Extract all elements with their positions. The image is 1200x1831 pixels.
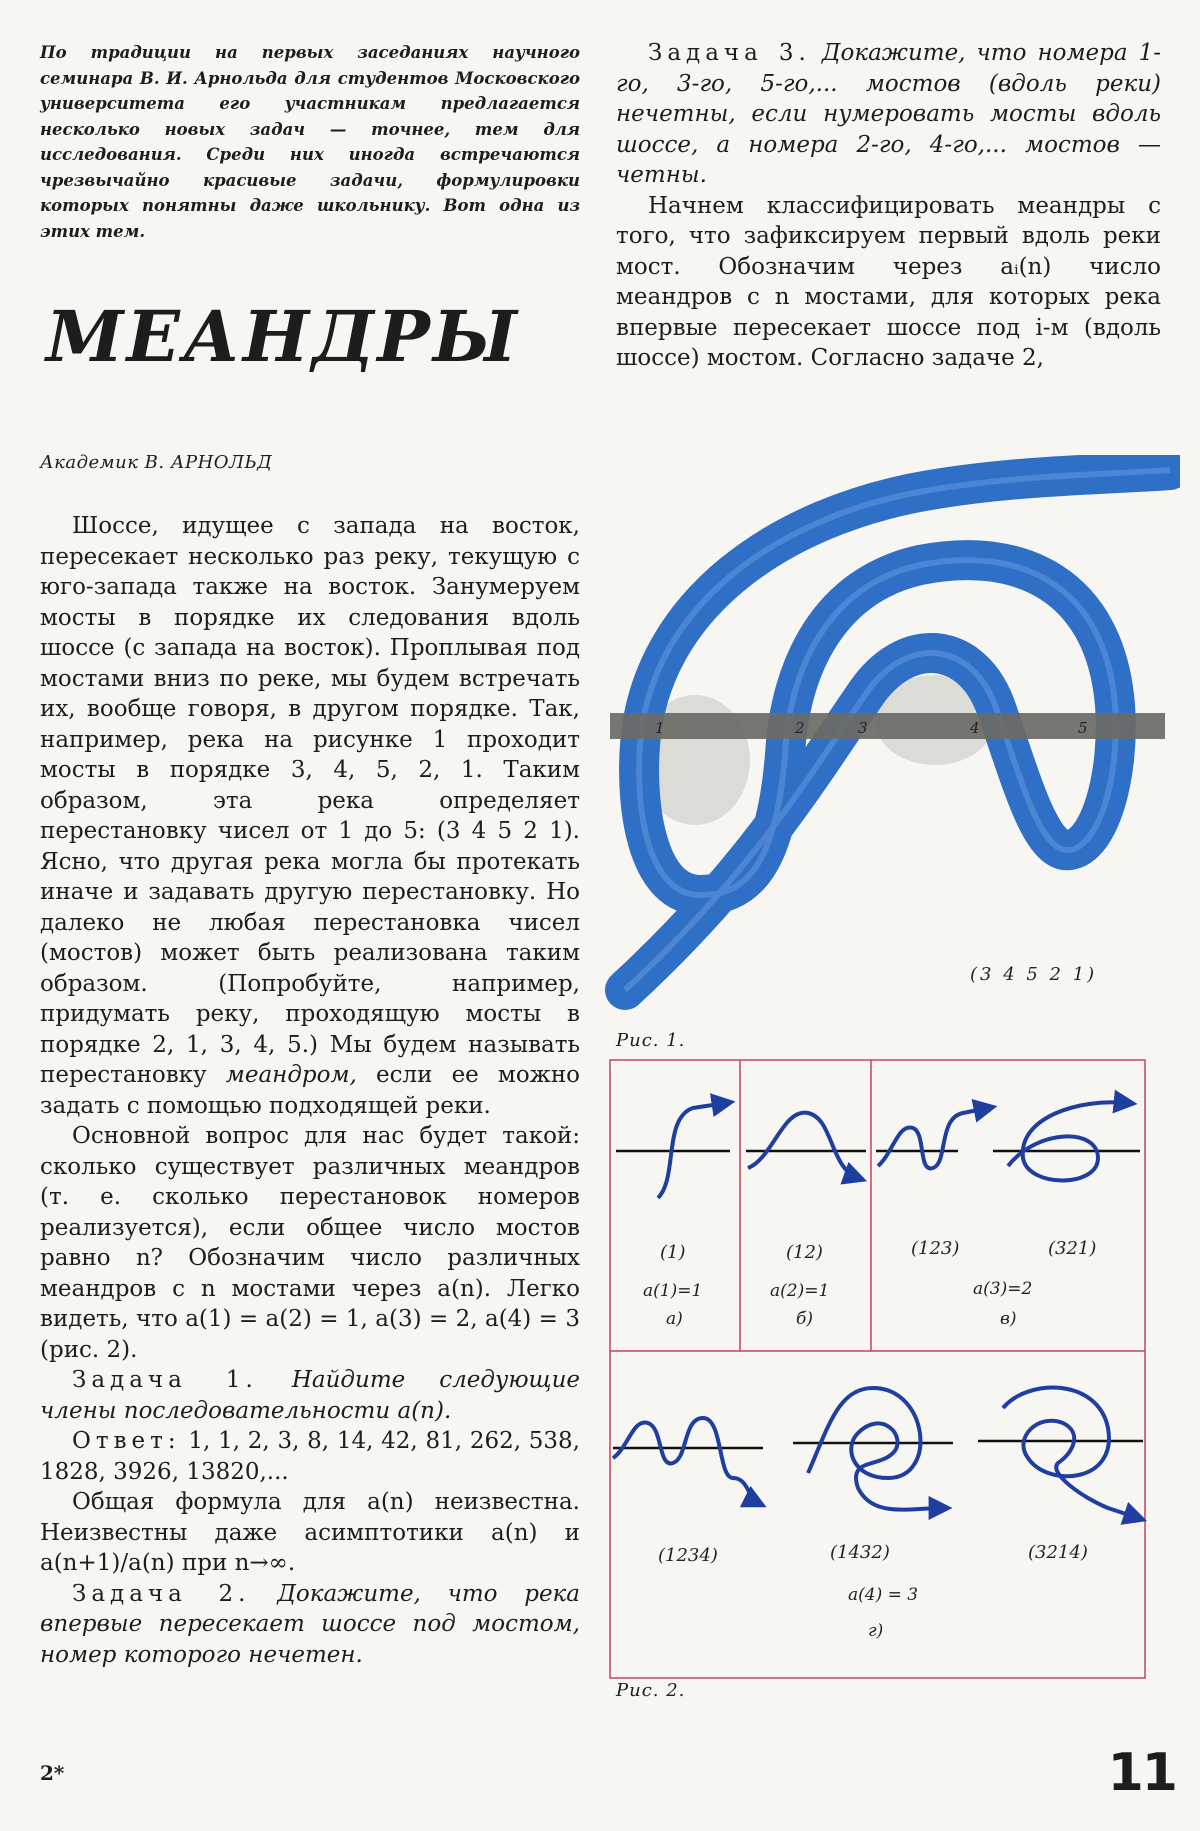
river-c1	[878, 1108, 988, 1168]
perm-d3: (3214)	[1028, 1542, 1088, 1563]
task-3: Задача 3. Докажите, что номера 1-го, 3-го, 5-го,... мостов (вдоль реки) нечетны, если нумеровать мосты вдоль шоссе, а номера 2-го, 4-го,... мостов — четны.	[616, 40, 1162, 188]
footnote-mark: 2*	[40, 1761, 65, 1785]
right-text	[616, 38, 1161, 374]
right-column	[616, 38, 1161, 374]
formula-b: a(2)=1	[770, 1281, 830, 1301]
bridge-label-2: 2	[795, 719, 805, 737]
perm-d2: (1432)	[830, 1542, 890, 1563]
bridge-label-4: 4	[970, 719, 980, 737]
paragraph-2: Основной вопрос для нас будет такой: сколько существует различных меандров (т. е. сколько перестановок номеров реализуется), если общее число мостов равно n? Обозначим число различных меандров с n мостами через a(n). Легко видеть, что a(1) = a(2) = 1, a(3) = 2, a(4) = 3 (рис. 2).	[40, 1123, 580, 1363]
paragraph-4: Начнем классифицировать меандры с того, что зафиксируем первый вдоль реки мост. Обозначим через aᵢ(n) число меандров с n мостами, для которых река впервые пересекает шоссе под i-м (вдоль шоссе) мостом. Согласно задаче 2,	[616, 192, 1161, 371]
left-column	[40, 40, 580, 1670]
author-line: Академик В. АРНОЛЬД	[40, 452, 273, 473]
bridge-label-1: 1	[655, 719, 665, 737]
perm-a: (1)	[660, 1242, 686, 1263]
letter-a: а)	[666, 1309, 683, 1329]
answer: Ответ: 1, 1, 2, 3, 8, 14, 42, 81, 262, 538, 1828, 3926, 13820,...	[40, 1428, 580, 1485]
term-meander: меандром,	[225, 1062, 357, 1088]
river-d2	[808, 1388, 943, 1510]
river-b	[748, 1113, 858, 1178]
figure-1	[600, 455, 1180, 1015]
letter-c: в)	[1000, 1309, 1017, 1329]
river-d3	[1003, 1388, 1138, 1518]
perm-b: (12)	[786, 1242, 823, 1263]
paragraph-1: Шоссе, идущее с запада на восток, пересекает несколько раз реку, текущую с юго-запада также на восток. Занумеруем мосты в порядке их следования вдоль шоссе (с запада на восток). Проплывая под мостами вниз по реке, мы будем встречать их, вообще говоря, в другом порядке. Так, например, река на рисунке 1 проходит мосты в порядке 3, 4, 5, 2, 1. Таким образом, эта река определяет перестановку чисел от 1 до 5: (3 4 5 2 1). Ясно, что другая река могла бы протекать иначе и задавать другую перестановку. Но далеко не любая перестановка чисел (мостов) может быть реализована таким образом. (Попробуйте, например, придумать реку, проходящую мосты в порядке 2, 1, 3, 4, 5.) Мы будем называть перестановку меандром, если ее можно задать с помощью подходящей реки.	[40, 513, 580, 1119]
figure-2	[608, 1058, 1168, 1680]
task-1: Задача 1. Найдите следующие члены последовательности a(n).	[40, 1367, 581, 1424]
bridge-label-3: 3	[858, 719, 868, 737]
figure-1-caption: Рис. 1.	[616, 1030, 686, 1051]
page-number: 11	[1107, 1743, 1176, 1803]
formula-d: a(4) = 3	[848, 1585, 919, 1605]
river-c2	[1008, 1102, 1128, 1180]
bridge-label-5: 5	[1078, 719, 1088, 737]
letter-b: б)	[796, 1309, 814, 1329]
formula-c: a(3)=2	[973, 1279, 1033, 1299]
letter-d: г)	[868, 1621, 884, 1641]
intro-text: По традиции на первых заседаниях научного семинара В. И. Арнольда для студентов Московского университета его участникам предлагается несколько новых задач — точнее, тем для исследования. Среди них иногда встречаются чрезвычайно красивые задачи, формулировки которых понятны даже школьнику. Вот одна из этих тем.	[40, 43, 580, 241]
permutation-label: (3 4 5 2 1)	[970, 964, 1098, 985]
river-d1	[613, 1418, 758, 1503]
formula-a: a(1)=1	[643, 1281, 703, 1301]
figure-2-caption: Рис. 2.	[616, 1680, 686, 1701]
task-2: Задача 2. Докажите, что река впервые пересекает шоссе под мостом, номер которого нечетен.	[40, 1580, 581, 1668]
paragraph-3: Общая формула для a(n) неизвестна. Неизвестны даже асимптотики a(n) и a(n+1)/a(n) при n→∞.	[40, 1489, 580, 1576]
perm-c1: (123)	[911, 1238, 960, 1259]
article-title: МЕАНДРЫ	[46, 295, 520, 378]
perm-d1: (1234)	[658, 1545, 718, 1566]
article-body	[40, 511, 580, 1670]
perm-c2: (321)	[1048, 1238, 1097, 1259]
